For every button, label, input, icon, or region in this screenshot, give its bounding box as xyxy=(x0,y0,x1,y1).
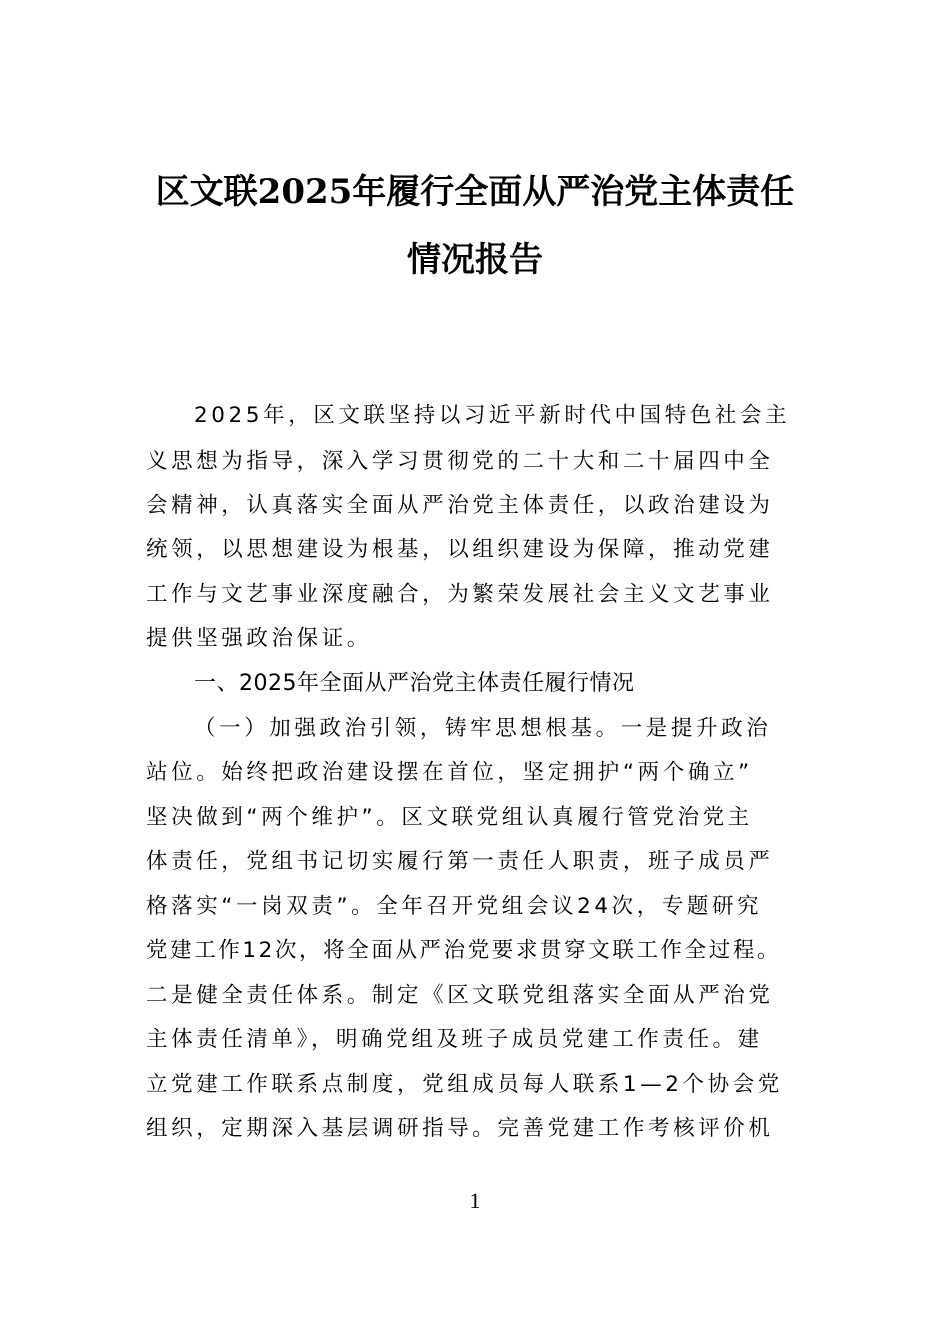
paragraph-line: 提供坚强政治保证。 xyxy=(146,626,372,651)
paragraph-line: 会精神，认真落实全面从严治党主体责任，以政治建设为 xyxy=(146,493,774,518)
paragraph-line: 体责任，党组书记切实履行第一责任人职责，班子成员严 xyxy=(146,849,774,874)
paragraph-line: 站位。始终把政治建设摆在首位，坚定拥护“两个确立” xyxy=(146,760,753,785)
paragraph-line: 主体责任清单》，明确党组及班子成员党建工作责任。建 xyxy=(146,1027,763,1052)
section-heading: 一、2025年全面从严治党主体责任履行情况 xyxy=(194,671,635,696)
page-number: 1 xyxy=(469,1188,481,1213)
paragraph-line: 党建工作12次，将全面从严治党要求贯穿文联工作全过程。 xyxy=(146,938,782,963)
paragraph-line: 统领，以思想建设为根基，以组织建设为保障，推动党建 xyxy=(146,537,774,562)
paragraph-line: 义思想为指导，深入学习贯彻党的二十大和二十届四中全 xyxy=(146,449,774,474)
paragraph-line: 组织，定期深入基层调研指导。完善党建工作考核评价机 xyxy=(146,1116,774,1141)
document-title-line-2: 情况报告 xyxy=(407,240,543,280)
paragraph-line: 坚决做到“两个维护”。区文联党组认真履行管党治党主 xyxy=(146,805,753,830)
paragraph-line: 二是健全责任体系。制定《区文联党组落实全面从严治党 xyxy=(146,983,774,1008)
paragraph-line: 2025年，区文联坚持以习近平新时代中国特色社会主 xyxy=(194,403,791,428)
paragraph-line: 格落实“一岗双责”。全年召开党组会议24次，专题研究 xyxy=(146,894,763,919)
paragraph-line: 立党建工作联系点制度，党组成员每人联系1—2个协会党 xyxy=(146,1072,783,1097)
document-title-line-1: 区文联2025年履行全面从严治党主体责任 xyxy=(155,172,795,212)
paragraph-line: （一）加强政治引领，铸牢思想根基。一是提升政治 xyxy=(194,716,772,741)
paragraph-line: 工作与文艺事业深度融合，为繁荣发展社会主义文艺事业 xyxy=(146,582,774,607)
